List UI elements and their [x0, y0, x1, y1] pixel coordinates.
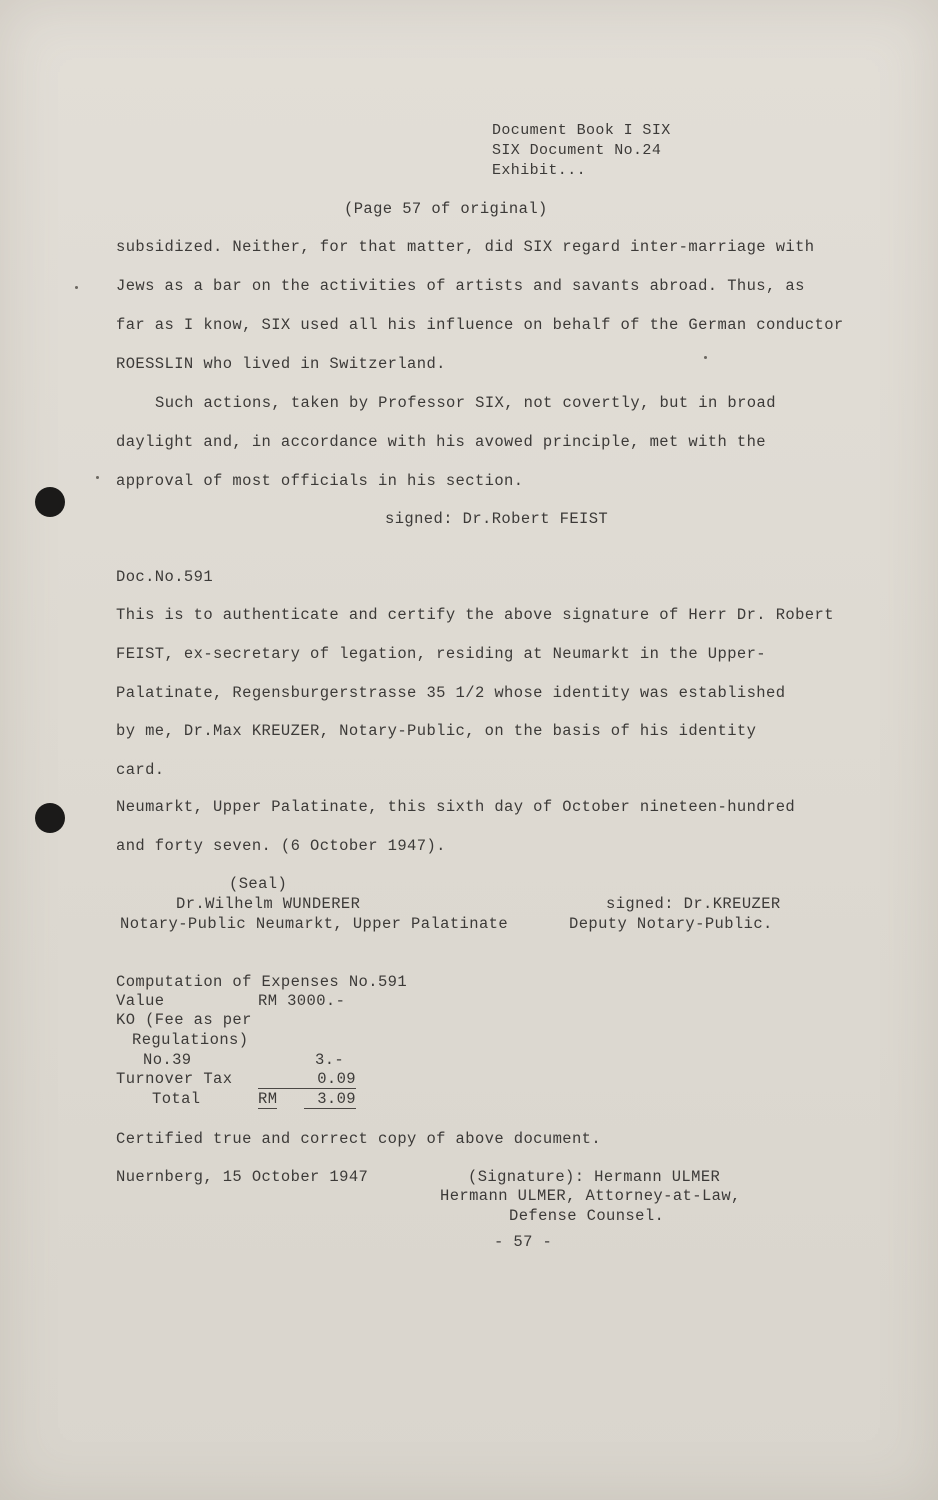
expenses-value-amount: RM 3000.-: [258, 992, 346, 1010]
expenses-turnover-amount: 0.09: [258, 1070, 356, 1089]
footer-signature-line-2: Hermann ULMER, Attorney-at-Law,: [440, 1187, 741, 1205]
expenses-title: Computation of Expenses No.591: [116, 973, 408, 991]
footer-signature-line-1: (Signature): Hermann ULMER: [468, 1168, 721, 1186]
page-reference: (Page 57 of original): [344, 200, 548, 218]
notary-left-title: Notary-Public Neumarkt, Upper Palatinate: [120, 915, 509, 933]
body-line: subsidized. Neither, for that matter, did SIX regard inter-marriage with: [116, 238, 815, 256]
body-line: Such actions, taken by Professor SIX, not covertly, but in broad: [155, 394, 776, 412]
expenses-turnover-label: Turnover Tax: [116, 1070, 233, 1088]
punch-hole-top: [35, 487, 65, 517]
expenses-no-amount: 3.-: [315, 1051, 345, 1069]
expenses-value-label: Value: [116, 992, 165, 1010]
certification-line: by me, Dr.Max KREUZER, Notary-Public, on the basis of his identity: [116, 722, 757, 740]
notary-left-name: Dr.Wilhelm WUNDERER: [176, 895, 361, 913]
expenses-total-currency: RM: [258, 1090, 278, 1108]
footer-place-date: Nuernberg, 15 October 1947: [116, 1168, 369, 1186]
page-number: - 57 -: [494, 1233, 553, 1251]
body-line: daylight and, in accordance with his avowed principle, met with the: [116, 433, 767, 451]
certification-line: FEIST, ex-secretary of legation, residing at Neumarkt in the Upper-: [116, 645, 767, 663]
place-date-line: and forty seven. (6 October 1947).: [116, 837, 446, 855]
doc-number: Doc.No.591: [116, 568, 214, 586]
expenses-no-label: No.39: [143, 1051, 192, 1069]
place-date-line: Neumarkt, Upper Palatinate, this sixth day of October nineteen-hundred: [116, 798, 796, 816]
body-line: Jews as a bar on the activities of artists and savants abroad. Thus, as: [116, 277, 805, 295]
notary-right-title: Deputy Notary-Public.: [569, 915, 773, 933]
paper-speck: [704, 356, 707, 359]
seal-label: (Seal): [229, 875, 288, 893]
certification-line: card.: [116, 761, 165, 779]
header-line-2: SIX Document No.24: [492, 142, 662, 159]
body-line: far as I know, SIX used all his influence on behalf of the German conductor: [116, 316, 844, 334]
paper-speck: [96, 476, 99, 479]
certification-line: This is to authenticate and certify the above signature of Herr Dr. Robert: [116, 606, 834, 624]
header-line-3: Exhibit...: [492, 162, 587, 179]
punch-hole-bottom: [35, 803, 65, 833]
footer-signature-line-3: Defense Counsel.: [509, 1207, 665, 1225]
header-line-1: Document Book I SIX: [492, 122, 671, 139]
expenses-ko-line-2: Regulations): [132, 1031, 249, 1049]
notary-right-signed: signed: Dr.KREUZER: [606, 895, 781, 913]
certification-line: Palatinate, Regensburgerstrasse 35 1/2 whose identity was established: [116, 684, 786, 702]
feist-signature: signed: Dr.Robert FEIST: [385, 510, 609, 528]
expenses-ko-line-1: KO (Fee as per: [116, 1011, 252, 1029]
certified-copy-statement: Certified true and correct copy of above document.: [116, 1130, 602, 1148]
body-line: approval of most officials in his section.: [116, 472, 524, 490]
body-line: ROESSLIN who lived in Switzerland.: [116, 355, 446, 373]
expenses-total-label: Total: [152, 1090, 201, 1108]
paper-speck: [75, 286, 78, 289]
expenses-total-amount: 3.09: [304, 1090, 356, 1109]
